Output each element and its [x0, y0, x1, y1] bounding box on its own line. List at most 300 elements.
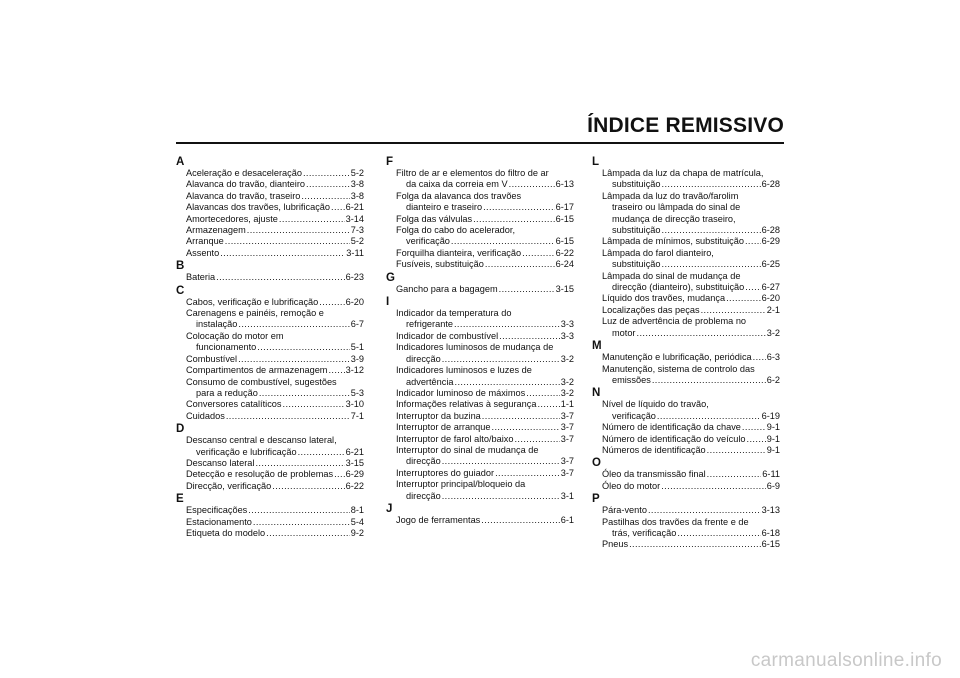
entry-text: direcção — [406, 456, 441, 467]
entry-line — [186, 354, 364, 365]
dot-leader — [451, 236, 555, 247]
entry-line — [602, 248, 780, 259]
entry-text: Combustível — [186, 353, 238, 364]
watermark[interactable]: carmanualsonline.info — [750, 650, 942, 671]
page-ref: 2-1 — [766, 304, 780, 315]
index-entry — [176, 517, 364, 528]
entry-text: Líquido dos travões, mudança — [602, 293, 726, 304]
entry-text: Luz de advertência de problema no — [602, 316, 747, 327]
entry-text: Números de identificação — [602, 444, 706, 455]
page-ref: 6-20 — [761, 293, 780, 304]
page-ref: 6-19 — [761, 410, 780, 421]
index-entry — [386, 479, 574, 502]
entry-line — [186, 411, 364, 422]
page-ref: 3-7 — [560, 467, 574, 478]
index-entry — [386, 248, 574, 259]
page-ref: 6-9 — [766, 480, 780, 491]
entry-line — [396, 491, 574, 502]
page-ref: 1-1 — [560, 399, 574, 410]
index-entry — [592, 236, 780, 247]
dot-leader — [306, 179, 350, 190]
entry-text: motor — [612, 327, 636, 338]
entry-text: Descanso central e descanso lateral, — [186, 435, 337, 446]
index-entry — [386, 331, 574, 342]
entry-line — [186, 179, 364, 190]
entry-line — [602, 316, 780, 327]
entry-text: Lâmpada do farol dianteiro, — [602, 247, 714, 258]
dot-leader — [662, 225, 761, 236]
page-ref: 6-29 — [345, 469, 364, 480]
entry-text: Nível de líquido do travão, — [602, 399, 709, 410]
entry-text: Alavanca do travão, traseiro — [186, 190, 301, 201]
entry-line — [396, 259, 574, 270]
index-entry — [592, 316, 780, 339]
page-ref: 6-28 — [761, 225, 780, 236]
entry-text: Etiqueta do modelo — [186, 527, 266, 538]
index-entry — [176, 214, 364, 225]
entry-text: funcionamento — [196, 342, 257, 353]
entry-line — [396, 319, 574, 330]
entry-line — [396, 342, 574, 353]
entry-text: Lâmpada de mínimos, substituição — [602, 236, 744, 247]
entry-line — [186, 297, 364, 308]
index-entry — [176, 168, 364, 179]
index-entry — [386, 445, 574, 468]
index-column-2 — [386, 155, 574, 526]
page-ref: 6-23 — [345, 272, 364, 283]
entry-line — [602, 375, 780, 386]
entry-line — [396, 388, 574, 399]
index-entry — [386, 422, 574, 433]
dot-leader — [726, 293, 761, 304]
entry-line — [186, 319, 364, 330]
index-entry — [386, 515, 574, 526]
page-ref: 6-3 — [766, 352, 780, 363]
section-letter: I — [386, 296, 390, 309]
entry-line — [396, 515, 574, 526]
entry-line — [186, 342, 364, 353]
entry-text: Lâmpada da luz da chapa de matrícula, — [602, 168, 764, 178]
dot-leader — [303, 168, 350, 179]
index-entry — [176, 377, 364, 400]
entry-line — [602, 236, 780, 247]
entry-line — [186, 331, 364, 342]
dot-leader — [247, 225, 350, 236]
entry-text: Alavancas dos travões, lubrificação — [186, 202, 331, 213]
section-letter: N — [592, 387, 601, 400]
entry-text: Interruptor de arranque — [396, 422, 491, 433]
index-entry — [386, 411, 574, 422]
entry-line — [186, 528, 364, 539]
index-entry — [176, 248, 364, 259]
index-entry — [592, 481, 780, 492]
entry-line — [602, 434, 780, 445]
entry-text: Lâmpada do sinal de mudança de — [602, 270, 741, 281]
index-entry — [592, 434, 780, 445]
entry-text: Número de identificação da chave — [602, 422, 741, 433]
dot-leader — [509, 179, 555, 190]
index-entry — [176, 202, 364, 213]
index-entry — [386, 191, 574, 214]
index-entry — [386, 308, 574, 331]
index-entry — [386, 365, 574, 388]
section-letter: D — [176, 423, 185, 436]
dot-leader — [238, 319, 349, 330]
index-entry — [386, 284, 574, 295]
index-entry — [176, 331, 364, 354]
entry-text: Carenagens e painéis, remoção e — [186, 308, 324, 319]
page-ref: 5-2 — [350, 168, 364, 178]
section-letter: E — [176, 493, 184, 506]
entry-line — [396, 479, 574, 490]
entry-line — [186, 469, 364, 480]
index-entry — [176, 225, 364, 236]
dot-leader — [301, 191, 349, 202]
entry-line — [602, 214, 780, 225]
page-ref: 8-1 — [350, 505, 364, 516]
dot-leader — [298, 447, 345, 458]
entry-text: traseiro ou lâmpada do sinal de — [612, 202, 741, 213]
page-ref: 3-2 — [560, 376, 574, 387]
page-ref: 3-7 — [560, 433, 574, 444]
page-ref: 3-3 — [560, 330, 574, 341]
dot-leader — [753, 352, 766, 363]
entry-line — [602, 191, 780, 202]
index-entry — [592, 293, 780, 304]
entry-line — [396, 308, 574, 319]
page-ref: 9-1 — [766, 444, 780, 455]
dot-leader — [238, 354, 350, 365]
dot-leader — [661, 481, 766, 492]
index-entry — [386, 434, 574, 445]
index-entry — [176, 399, 364, 410]
entry-line — [396, 202, 574, 213]
index-entry — [176, 528, 364, 539]
index-entry — [386, 225, 574, 248]
index-entry — [176, 435, 364, 458]
page-ref: 6-21 — [345, 446, 364, 457]
dot-leader — [334, 469, 345, 480]
dot-leader — [522, 248, 554, 259]
page-ref: 6-2 — [766, 374, 780, 385]
entry-line — [602, 469, 780, 480]
page-ref: 3-7 — [560, 456, 574, 467]
page-ref: 6-15 — [555, 236, 574, 247]
entry-text: Manutenção e lubrificação, periódica — [602, 352, 752, 363]
section-letter: M — [592, 340, 602, 353]
entry-line — [396, 284, 574, 295]
index-entry — [176, 308, 364, 331]
entry-line — [186, 202, 364, 213]
page-ref: 5-3 — [350, 387, 364, 398]
entry-text: Especificações — [186, 505, 248, 516]
dot-leader — [328, 365, 344, 376]
dot-leader — [537, 399, 559, 410]
entry-line — [396, 191, 574, 202]
page-ref: 6-27 — [761, 282, 780, 293]
index-entry — [592, 305, 780, 316]
entry-line — [396, 168, 574, 179]
entry-text: Jogo de ferramentas — [396, 514, 481, 525]
dot-leader — [742, 422, 766, 433]
dot-leader — [482, 411, 560, 422]
page-ref: 5-1 — [350, 342, 364, 353]
entry-text: Armazenagem — [186, 225, 246, 236]
section-letter: J — [386, 502, 393, 515]
entry-line — [602, 528, 780, 539]
entry-text: Folga do cabo do acelerador, — [396, 225, 516, 236]
entry-text: Lâmpada da luz do travão/farolim — [602, 190, 739, 201]
page-ref: 6-29 — [761, 236, 780, 247]
entry-line — [396, 225, 574, 236]
dot-leader — [526, 388, 560, 399]
entry-text: Direcção, verificação — [186, 480, 272, 491]
entry-line — [396, 214, 574, 225]
entry-line — [602, 202, 780, 213]
index-entry — [592, 364, 780, 387]
entry-text: Forquilha dianteira, verificação — [396, 247, 522, 258]
entry-line — [186, 377, 364, 388]
index-entry — [592, 399, 780, 422]
page-ref: 6-21 — [345, 202, 364, 213]
entry-line — [186, 225, 364, 236]
entry-text: Interruptor de farol alto/baixo — [396, 433, 514, 444]
entry-line — [186, 458, 364, 469]
entry-text: Fusíveis, substituição — [396, 259, 484, 270]
entry-text: substituição — [612, 259, 661, 270]
entry-line — [186, 517, 364, 528]
entry-text: instalação — [196, 319, 238, 330]
entry-text: Interruptores do guiador — [396, 467, 495, 478]
entry-text: Filtro de ar e elementos do filtro de ar — [396, 168, 549, 178]
entry-line — [186, 236, 364, 247]
entry-line — [602, 445, 780, 456]
entry-text: Detecção e resolução de problemas — [186, 469, 334, 480]
dot-leader — [257, 342, 349, 353]
page-ref: 3-1 — [560, 490, 574, 501]
entry-line — [186, 191, 364, 202]
index-entry — [386, 259, 574, 270]
dot-leader — [266, 528, 350, 539]
entry-text: Número de identificação do veículo — [602, 433, 746, 444]
entry-line — [396, 468, 574, 479]
page-ref: 3-8 — [350, 190, 364, 201]
entry-line — [186, 399, 364, 410]
index-column-3 — [592, 155, 780, 551]
entry-line — [396, 411, 574, 422]
page-ref: 9-1 — [766, 433, 780, 444]
dot-leader — [319, 297, 344, 308]
entry-text: Interruptor do sinal de mudança de — [396, 444, 539, 455]
entry-line — [602, 282, 780, 293]
entry-text: Arranque — [186, 236, 224, 247]
entry-text: Indicador de combustível — [396, 330, 499, 341]
dot-leader — [248, 505, 349, 516]
page-ref: 7-1 — [350, 410, 364, 421]
entry-text: verificação — [406, 236, 450, 247]
dot-leader — [442, 354, 560, 365]
index-entry — [176, 191, 364, 202]
entry-text: Indicadores luminosos e luzes de — [396, 365, 532, 376]
section-letter: A — [176, 156, 185, 168]
title-divider — [176, 142, 784, 144]
entry-text: Pára-vento — [602, 505, 647, 516]
entry-text: Indicador da temperatura do — [396, 308, 512, 319]
page-ref: 3-8 — [350, 179, 364, 190]
entry-text: Localizações das peças — [602, 304, 700, 315]
index-entry — [386, 399, 574, 410]
entry-line — [602, 259, 780, 270]
entry-line — [186, 388, 364, 399]
dot-leader — [442, 456, 560, 467]
page-ref: 6-22 — [555, 247, 574, 258]
entry-text: Assento — [186, 247, 220, 258]
dot-leader — [216, 272, 344, 283]
entry-text: advertência — [406, 376, 454, 387]
entry-line — [602, 364, 780, 375]
entry-line — [602, 399, 780, 410]
dot-leader — [747, 434, 766, 445]
dot-leader — [455, 377, 560, 388]
entry-line — [186, 447, 364, 458]
page-ref: 7-3 — [350, 225, 364, 236]
entry-line — [186, 308, 364, 319]
entry-text: Cuidados — [186, 410, 225, 421]
dot-leader — [629, 539, 761, 550]
section-letter: B — [176, 260, 185, 273]
entry-text: para a redução — [196, 387, 258, 398]
dot-leader — [442, 491, 560, 502]
entry-text: Pastilhas dos travões da frente e de — [602, 516, 749, 527]
entry-text: Conversores catalíticos — [186, 399, 282, 410]
entry-text: Compartimentos de armazenagem — [186, 365, 328, 376]
entry-text: substituição — [612, 225, 661, 236]
entry-text: direcção (dianteiro), substituição — [612, 282, 745, 293]
section-letter: L — [592, 156, 600, 168]
index-entry — [592, 248, 780, 271]
index-entry — [176, 458, 364, 469]
entry-text: Bateria — [186, 272, 216, 283]
page-ref: 3-15 — [345, 457, 364, 468]
dot-leader — [677, 528, 760, 539]
entry-line — [396, 331, 574, 342]
page-ref: 6-25 — [761, 259, 780, 270]
entry-line — [602, 225, 780, 236]
index-entry — [592, 445, 780, 456]
page-ref: 6-18 — [761, 527, 780, 538]
dot-leader — [495, 468, 560, 479]
entry-line — [186, 365, 364, 376]
index-entry — [176, 481, 364, 492]
entry-line — [602, 539, 780, 550]
dot-leader — [485, 259, 555, 270]
index-entry — [176, 354, 364, 365]
page-ref: 6-22 — [345, 480, 364, 491]
entry-text: Manutenção, sistema de controlo das — [602, 363, 755, 374]
dot-leader — [499, 284, 555, 295]
index-entry — [592, 505, 780, 516]
entry-text: refrigerante — [406, 319, 453, 330]
entry-text: Óleo da transmissão final — [602, 469, 706, 480]
entry-line — [396, 354, 574, 365]
dot-leader — [637, 328, 766, 339]
section-letter: C — [176, 284, 185, 297]
index-column-1 — [176, 155, 364, 539]
dot-leader — [707, 445, 766, 456]
entry-text: Colocação do motor em — [186, 330, 284, 341]
entry-line — [396, 399, 574, 410]
page-ref: 3-7 — [560, 422, 574, 433]
page-ref: 3-2 — [560, 387, 574, 398]
page-title: ÍNDICE REMISSIVO — [587, 114, 784, 137]
page-ref: 6-17 — [555, 202, 574, 213]
section-letter: G — [386, 271, 395, 284]
dot-leader — [253, 517, 350, 528]
page-ref: 3-12 — [345, 365, 364, 376]
index-entry — [176, 469, 364, 480]
page-ref: 3-2 — [766, 327, 780, 338]
index-entry — [592, 352, 780, 363]
entry-text: verificação e lubrificação — [196, 446, 297, 457]
index-entry — [592, 422, 780, 433]
entry-text: Aceleração e desaceleração — [186, 168, 302, 178]
dot-leader — [255, 458, 344, 469]
page-ref: 3-2 — [560, 353, 574, 364]
dot-leader — [259, 388, 350, 399]
index-entry — [176, 236, 364, 247]
page-ref: 6-11 — [762, 469, 780, 480]
dot-leader — [272, 481, 344, 492]
entry-line — [602, 328, 780, 339]
index-entry — [176, 272, 364, 283]
entry-text: Indicadores luminosos de mudança de — [396, 342, 554, 353]
entry-line — [186, 272, 364, 283]
entry-text: substituição — [612, 179, 661, 190]
entry-text: verificação — [612, 410, 656, 421]
dot-leader — [226, 411, 350, 422]
entry-text: Gancho para a bagagem — [396, 283, 498, 294]
dot-leader — [283, 399, 345, 410]
index-entry — [386, 468, 574, 479]
index-entry — [176, 179, 364, 190]
index-entry — [176, 365, 364, 376]
page-ref: 6-15 — [555, 213, 574, 224]
entry-text: Informações relativas à segurança — [396, 399, 537, 410]
page-ref: 6-28 — [761, 179, 780, 190]
page-ref: 3-9 — [350, 353, 364, 364]
page-ref: 9-1 — [766, 422, 780, 433]
dot-leader — [220, 248, 345, 259]
entry-line — [602, 305, 780, 316]
entry-line — [186, 168, 364, 179]
page-ref: 6-24 — [555, 259, 574, 270]
entry-line — [602, 179, 780, 190]
entry-line — [396, 456, 574, 467]
entry-line — [186, 481, 364, 492]
section-letter: P — [592, 493, 600, 506]
dot-leader — [657, 411, 761, 422]
entry-line — [396, 377, 574, 388]
page-ref: 6-13 — [555, 179, 574, 190]
dot-leader — [225, 236, 350, 247]
index-entry — [386, 342, 574, 365]
entry-line — [396, 445, 574, 456]
dot-leader — [648, 505, 761, 516]
page-ref: 3-7 — [560, 410, 574, 421]
dot-leader — [707, 469, 762, 480]
page-ref: 3-14 — [345, 213, 364, 224]
index-entry — [176, 505, 364, 516]
